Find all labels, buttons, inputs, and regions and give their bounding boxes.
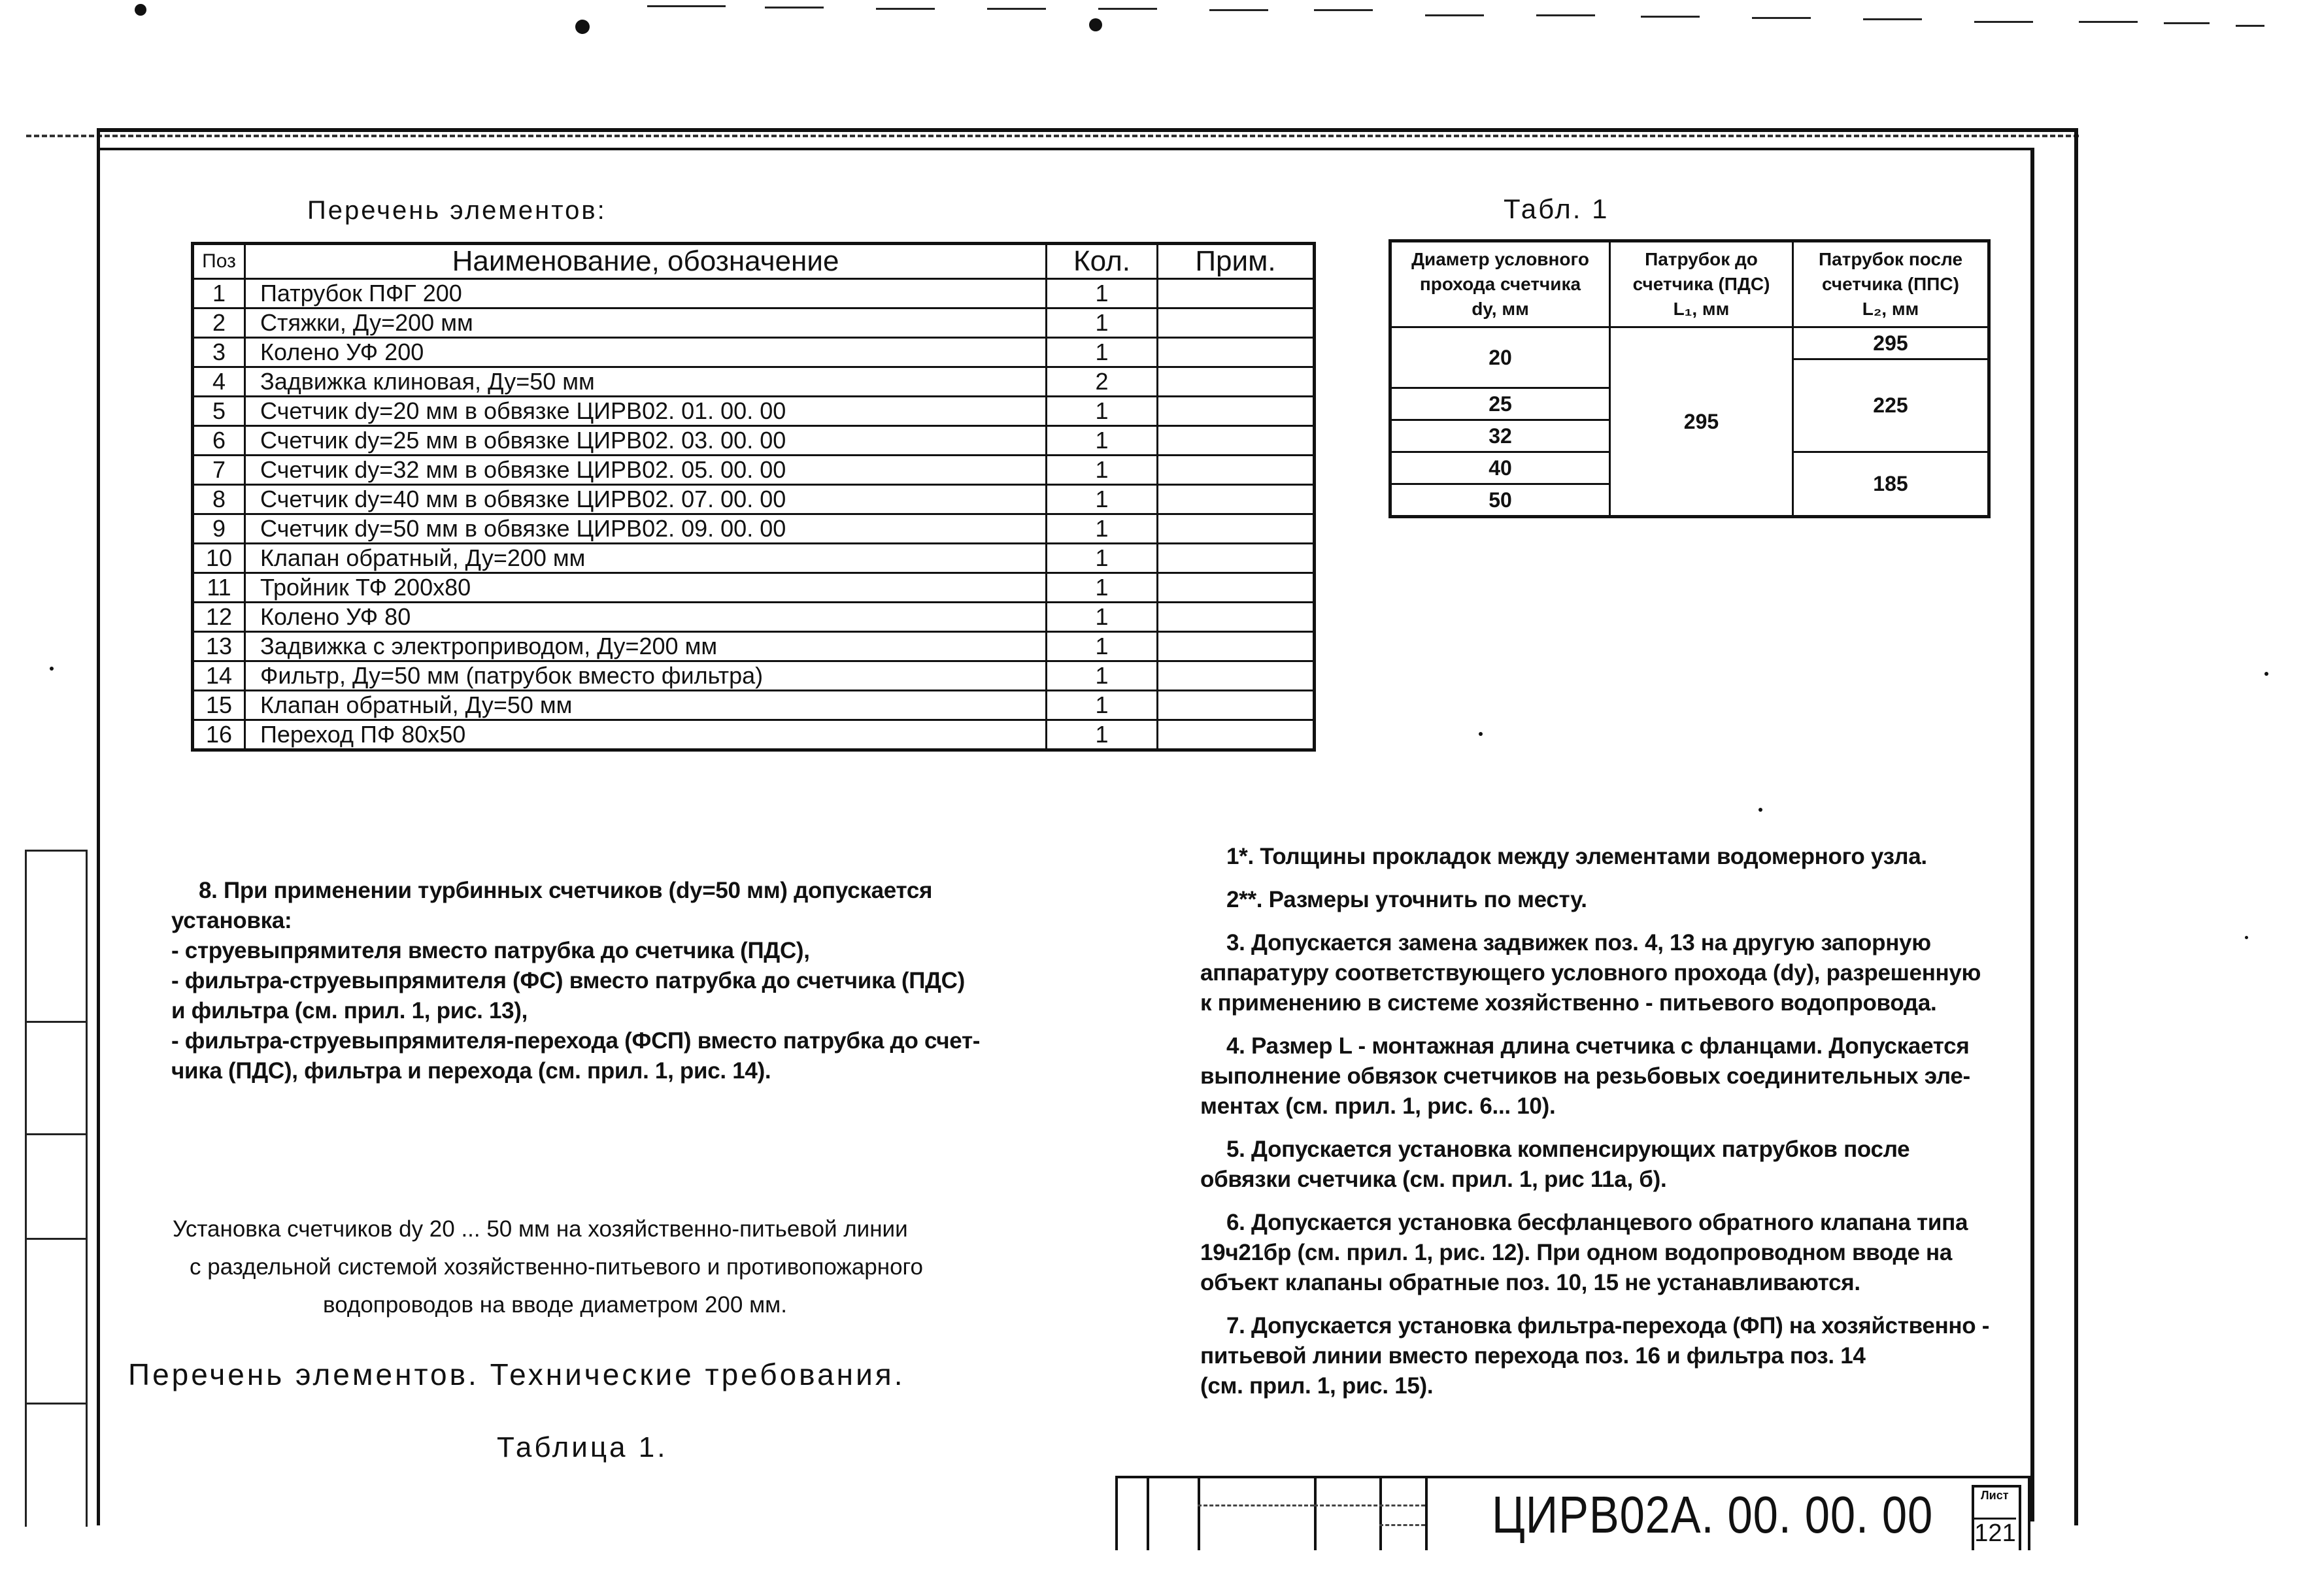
- document-subtitle: Перечень элементов. Технические требования.: [128, 1357, 905, 1391]
- row-note: [1158, 485, 1315, 514]
- tabl1-pps-value: 225: [1793, 359, 1989, 452]
- note-8: [171, 876, 1060, 1086]
- caption-line: водопроводов на вводе диаметром 200 мм.: [323, 1292, 787, 1318]
- scan-speck: [1089, 18, 1102, 31]
- note-3: аппаратуру соответствующего условного прохода (dy), разрешенную: [1200, 960, 1981, 986]
- row-pos: 7: [193, 456, 245, 485]
- scan-line: [1641, 16, 1700, 18]
- note-8-line: - фильтра-струевыпрямителя-перехода (ФСП) вместо патрубка до счет-: [171, 1028, 981, 1054]
- note-7: питьевой линии вместо перехода поз. 16 и фильтра поз. 14: [1200, 1343, 1866, 1369]
- row-qty: 1: [1047, 691, 1158, 720]
- title-block-dash: [1379, 1524, 1425, 1526]
- row-name: Колено УФ 200: [245, 338, 1047, 367]
- elements-table: [191, 242, 1316, 752]
- row-pos: 11: [193, 573, 245, 603]
- scan-line: [876, 8, 935, 10]
- scan-speck: [50, 667, 54, 671]
- row-name: Счетчик dy=20 мм в обвязке ЦИРВ02. 01. 00. 00: [245, 397, 1047, 426]
- row-qty: 2: [1047, 367, 1158, 397]
- row-note: [1158, 338, 1315, 367]
- tabl1-pds-value: 295: [1610, 327, 1793, 517]
- row-pos: 8: [193, 485, 245, 514]
- note-1: 1*. Толщины прокладок между элементами водомерного узла.: [1226, 844, 1927, 869]
- notes-right: [1200, 842, 2030, 1401]
- left-stamp-strip: [25, 850, 88, 1527]
- row-qty: 1: [1047, 338, 1158, 367]
- row-qty: 1: [1047, 544, 1158, 573]
- document-code: ЦИРВ02А. 00. 00. 00: [1492, 1486, 1934, 1544]
- drawing-frame-inner-top: [98, 148, 2034, 150]
- drawing-frame-inner-right: [2030, 149, 2034, 1521]
- note-6: 19ч21бр (см. прил. 1, рис. 12). При одном водопроводном вводе на: [1200, 1240, 1953, 1265]
- row-note: [1158, 367, 1315, 397]
- row-note: [1158, 632, 1315, 661]
- row-name: Счетчик dy=40 мм в обвязке ЦИРВ02. 07. 00. 00: [245, 485, 1047, 514]
- row-note: [1158, 514, 1315, 544]
- header-name: Наименование, обозначение: [245, 244, 1047, 279]
- tabl1-pps-value: 295: [1793, 327, 1989, 359]
- scan-line: [1425, 14, 1484, 16]
- note-5: обвязки счетчика (см. прил. 1, рис 11а, б).: [1200, 1167, 1667, 1192]
- note-4: выполнение обвязок счетчиков на резьбовых соединительных эле-: [1200, 1063, 1970, 1089]
- tabl1-diameter: 40: [1390, 452, 1610, 484]
- stamp-cell: [27, 1238, 86, 1403]
- row-note: [1158, 456, 1315, 485]
- row-pos: 9: [193, 514, 245, 544]
- tabl1-diameter: 50: [1390, 484, 1610, 517]
- note-8-line: - струевыпрямителя вместо патрубка до счетчика (ПДС),: [171, 938, 810, 963]
- row-pos: 5: [193, 397, 245, 426]
- title-block-divider: [1379, 1478, 1382, 1550]
- header-line: L₁, мм: [1673, 299, 1730, 319]
- tabl1-header-pps: [1793, 241, 1989, 327]
- scan-speck: [1479, 732, 1483, 736]
- stamp-cell: [27, 850, 86, 1022]
- elements-table-header: [193, 244, 1315, 279]
- header-line: Патрубок до: [1645, 249, 1758, 269]
- note-2: 2**. Размеры уточнить по месту.: [1226, 887, 1587, 912]
- note-8-line: чика (ПДС), фильтра и перехода (см. прил. 1, рис. 14).: [171, 1058, 771, 1084]
- header-line: счетчика (ПДС): [1632, 274, 1770, 294]
- row-qty: 1: [1047, 720, 1158, 750]
- title-block-divider: [1425, 1478, 1428, 1550]
- note-4: ментах (см. прил. 1, рис. 6... 10).: [1200, 1093, 1556, 1119]
- note-6: 6. Допускается установка бесфланцевого обратного клапана типа: [1226, 1210, 1968, 1235]
- note-4: 4. Размер L - монтажная длина счетчика с фланцами. Допускается: [1226, 1033, 1970, 1059]
- header-line: счетчика (ППС): [1822, 274, 1959, 294]
- row-name: Счетчик dy=32 мм в обвязке ЦИРВ02. 05. 00. 00: [245, 456, 1047, 485]
- table-row: [193, 338, 1315, 367]
- row-note: [1158, 691, 1315, 720]
- scan-speck: [2264, 672, 2268, 676]
- stamp-cell: [27, 1133, 86, 1239]
- scan-line: [1098, 8, 1157, 10]
- scan-line: [1974, 21, 2033, 23]
- sheet-label: Лист: [1981, 1489, 2009, 1502]
- note-3: к применению в системе хозяйственно - питьевого водопровода.: [1200, 990, 1937, 1016]
- row-qty: 1: [1047, 632, 1158, 661]
- row-note: [1158, 603, 1315, 632]
- row-qty: 1: [1047, 308, 1158, 338]
- caption-line: с раздельной системой хозяйственно-питьевого и противопожарного: [190, 1254, 923, 1280]
- row-pos: 4: [193, 367, 245, 397]
- scan-line: [2236, 25, 2264, 27]
- title-block-divider: [1115, 1478, 1118, 1550]
- header-pos: Поз: [193, 244, 245, 279]
- table-row: [193, 603, 1315, 632]
- row-note: [1158, 544, 1315, 573]
- tabl1-diameter: 20: [1390, 327, 1610, 388]
- header-line: Патрубок после: [1818, 249, 1963, 269]
- note-8-line: - фильтра-струевыпрямителя (ФС) вместо патрубка до счетчика (ПДС): [171, 968, 966, 993]
- tabl1-title: Табл. 1: [1504, 193, 1609, 224]
- table-row: [193, 632, 1315, 661]
- table-row: [193, 661, 1315, 691]
- table-row: [193, 573, 1315, 603]
- table-label: Таблица 1.: [497, 1431, 668, 1463]
- table-row: [193, 308, 1315, 338]
- note-8-line: 8. При применении турбинных счетчиков (dy=50 мм) допускается: [199, 878, 933, 903]
- row-pos: 6: [193, 426, 245, 456]
- row-pos: 10: [193, 544, 245, 573]
- table-row: [193, 367, 1315, 397]
- row-name: Патрубок ПФГ 200: [245, 279, 1047, 308]
- tabl1-header-pds: [1610, 241, 1793, 327]
- scan-line: [2079, 21, 2138, 23]
- row-note: [1158, 661, 1315, 691]
- table-row: [193, 720, 1315, 750]
- row-pos: 13: [193, 632, 245, 661]
- row-pos: 2: [193, 308, 245, 338]
- row-qty: 1: [1047, 426, 1158, 456]
- scan-line: [1863, 18, 1922, 20]
- tabl1-header: [1390, 241, 1989, 327]
- header-line: прохода счетчика: [1419, 274, 1581, 294]
- table-row: [193, 691, 1315, 720]
- row-name: Фильтр, Ду=50 мм (патрубок вместо фильтра): [245, 661, 1047, 691]
- row-pos: 16: [193, 720, 245, 750]
- table-row: [193, 514, 1315, 544]
- scan-line: [765, 7, 824, 8]
- row-name: Клапан обратный, Ду=50 мм: [245, 691, 1047, 720]
- scan-line: [1209, 9, 1268, 11]
- stamp-cell: [27, 1021, 86, 1134]
- tabl1-pps-value: 185: [1793, 452, 1989, 517]
- row-qty: 1: [1047, 603, 1158, 632]
- row-name: Клапан обратный, Ду=200 мм: [245, 544, 1047, 573]
- header-line: L₂, мм: [1862, 299, 1919, 319]
- scan-line: [1314, 9, 1373, 11]
- title-block-divider: [1314, 1478, 1317, 1550]
- elements-heading: Перечень элементов:: [307, 196, 607, 225]
- row-note: [1158, 720, 1315, 750]
- row-pos: 12: [193, 603, 245, 632]
- row-name: Счетчик dy=50 мм в обвязке ЦИРВ02. 09. 00. 00: [245, 514, 1047, 544]
- row-qty: 1: [1047, 514, 1158, 544]
- table-row: [193, 456, 1315, 485]
- header-qty: Кол.: [1047, 244, 1158, 279]
- note-7: 7. Допускается установка фильтра-перехода (ФП) на хозяйственно -: [1226, 1313, 1990, 1338]
- scan-line: [2164, 22, 2210, 24]
- scan-line: [1752, 17, 1811, 19]
- title-block-dash: [1314, 1505, 1425, 1506]
- scan-line: [1536, 14, 1595, 16]
- row-pos: 14: [193, 661, 245, 691]
- table-row: [193, 544, 1315, 573]
- row-qty: 1: [1047, 485, 1158, 514]
- stamp-cell: [27, 1403, 86, 1529]
- row-name: Счетчик dy=25 мм в обвязке ЦИРВ02. 03. 00. 00: [245, 426, 1047, 456]
- sheet-number: 121: [1974, 1518, 2016, 1548]
- title-block-divider: [1147, 1478, 1149, 1550]
- row-note: [1158, 397, 1315, 426]
- note-3: 3. Допускается замена задвижек поз. 4, 13 на другую запорную: [1226, 930, 1931, 956]
- tabl1-row: [1390, 327, 1989, 359]
- row-qty: 1: [1047, 279, 1158, 308]
- title-block-divider: [2028, 1478, 2030, 1550]
- tabl1-diameter: 32: [1390, 420, 1610, 452]
- note-6: объект клапаны обратные поз. 10, 15 не устанавливаются.: [1200, 1270, 1860, 1295]
- row-pos: 3: [193, 338, 245, 367]
- header-line: dy, мм: [1472, 299, 1529, 319]
- row-note: [1158, 426, 1315, 456]
- scan-speck: [1758, 808, 1762, 812]
- note-5: 5. Допускается установка компенсирующих патрубков после: [1226, 1137, 1910, 1162]
- row-name: Переход ПФ 80x50: [245, 720, 1047, 750]
- tabl1-table: [1388, 239, 1991, 518]
- scan-speck: [2245, 936, 2248, 939]
- row-qty: 1: [1047, 397, 1158, 426]
- title-block-divider: [1198, 1478, 1200, 1550]
- note-8-line: и фильтра (см. прил. 1, рис. 13),: [171, 998, 528, 1023]
- header-line: Диаметр условного: [1411, 249, 1589, 269]
- note-7: (см. прил. 1, рис. 15).: [1200, 1373, 1434, 1399]
- row-name: Тройник ТФ 200x80: [245, 573, 1047, 603]
- table-row: [193, 426, 1315, 456]
- caption-line: Установка счетчиков dy 20 ... 50 мм на хозяйственно-питьевой линии: [173, 1216, 908, 1242]
- row-note: [1158, 573, 1315, 603]
- row-qty: 1: [1047, 573, 1158, 603]
- tabl1-header-diameter: [1390, 241, 1610, 327]
- scan-line: [987, 8, 1046, 10]
- row-note: [1158, 308, 1315, 338]
- row-name: Задвижка клиновая, Ду=50 мм: [245, 367, 1047, 397]
- row-note: [1158, 279, 1315, 308]
- scan-speck: [135, 4, 146, 16]
- table-row: [193, 279, 1315, 308]
- row-name: Стяжки, Ду=200 мм: [245, 308, 1047, 338]
- note-8-line: установка:: [171, 908, 292, 933]
- row-qty: 1: [1047, 661, 1158, 691]
- scan-line: [647, 5, 726, 7]
- table-row: [193, 485, 1315, 514]
- row-qty: 1: [1047, 456, 1158, 485]
- table-row: [193, 397, 1315, 426]
- row-pos: 1: [193, 279, 245, 308]
- row-pos: 15: [193, 691, 245, 720]
- row-name: Колено УФ 80: [245, 603, 1047, 632]
- title-block-dash: [1198, 1505, 1314, 1506]
- tabl1-diameter: 25: [1390, 388, 1610, 420]
- row-name: Задвижка с электроприводом, Ду=200 мм: [245, 632, 1047, 661]
- scan-speck: [575, 20, 590, 34]
- header-note: Прим.: [1158, 244, 1315, 279]
